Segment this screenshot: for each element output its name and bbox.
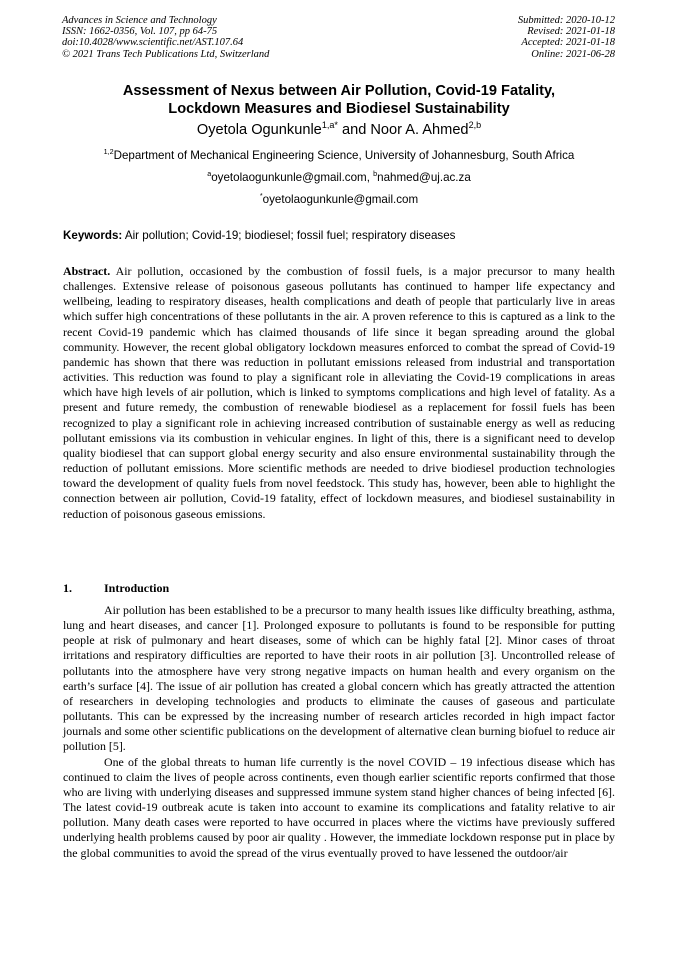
keywords-text: Air pollution; Covid-19; biodiesel; fossil fuel; respiratory diseases (122, 229, 456, 242)
paper-title (40, 83, 638, 118)
author-2: Noor A. Ahmed (370, 122, 469, 138)
author-conjunction: and (337, 122, 371, 138)
journal-header-left (62, 15, 269, 60)
author-1-affiliation-mark: 1,a* (321, 120, 338, 131)
keywords-label: Keywords: (63, 229, 123, 242)
email-a-mark: a (207, 169, 212, 179)
abstract-text: Air pollution, occasioned by the combustion of fossil fuels, is a major precursor to many health challenges. Extensive release of poisonous gaseous pollutants has continued to hamper life expectancy and wellbeing, leading to respiratory diseases, health complications and death of people that particularly live in areas which suffer high concentrations of these pollutants in the air. A proven reference to this is captured as a link to the recent Covid-19 pandemic which has claimed thousands of life since it began spreading around the global community. However, the recent global obligatory lockdown measures enforced to combat the spread of Covid-19 pandemic has shown that there was reduction in pollutant emissions released from industrial and transportation activities. This reduction was found to play a significant role in alleviating the Covid-19 complications in areas which have high levels of air pollution, which is linked to symptoms complications and high level of fatality. As a present and future remedy, the combustion of renewable biodiesel as a replacement for fossil fuels has been recognized to play a significant role in achieving increased contribution of sustainable energy as well as reducing pollutant emissions via its combustion in vehicular engines. In light of this, there is a significant need to develop quality biodiesel that can support global energy security and also ensure environmental sustainability through the reduction of pollutant emissions. More scientific methods are needed to drive biodiesel production technologies toward the development of quality fuels from novel feedstock. This study has, however, been able to highlight the connection between air pollution, Covid-19 fatality, effect of lockdown measures, and biodiesel sustainability in reduction of poisonous gaseous emissions. (63, 264, 615, 521)
journal-copyright: © 2021 Trans Tech Publications Ltd, Switzerland (62, 48, 270, 60)
corresponding-email: oyetolaogunkunle@gmail.com (262, 193, 419, 206)
affiliation (20, 149, 658, 163)
author-list (40, 121, 638, 139)
paper-title-line-1: Assessment of Nexus between Air Pollution, Covid-19 Fatality, (122, 83, 556, 99)
date-accepted: Accepted: 2021-01-18 (521, 37, 615, 49)
introduction-body (63, 603, 615, 861)
corresponding-author-email (40, 193, 638, 207)
keywords (63, 229, 623, 243)
paper-title-line-2: Lockdown Measures and Biodiesel Sustainability (168, 100, 510, 117)
affiliation-mark: 1,2 (103, 147, 114, 157)
journal-doi: doi:10.4028/www.scientific.net/AST.107.64 (62, 37, 244, 49)
section-title: Introduction (104, 581, 170, 595)
body-paragraph: One of the global threats to human life currently is the novel COVID – 19 infectious disease which has continued to claim the lives of people across continents, even though earlier scientific reports confirmed that those who are living with underlying diseases and suppressed immune system stand higher chances of being infected [6]. The latest covid-19 outbreak acute is taken into account to examine its complications and fatality relative to air pollution. Many death cases were reported to have occurred in places where the victims have previously suffered underlying health problems caused by poor air quality . However, the immediate lockdown response put in place by the global communities to avoid the spread of the virus eventually proved to have lessened the outdoor/air (63, 754, 615, 860)
section-heading-introduction (63, 581, 169, 596)
date-submitted: Submitted: 2020-10-12 (517, 15, 615, 26)
author-2-affiliation-mark: 2,b (468, 120, 482, 131)
journal-issn: ISSN: 1662-0356, Vol. 107, pp 64-75 (62, 26, 218, 38)
journal-name: Advances in Science and Technology (62, 15, 217, 26)
author-emails (40, 171, 638, 185)
email-a: oyetolaogunkunle@gmail.com, (211, 171, 374, 184)
abstract (63, 264, 615, 522)
section-number: 1. (63, 581, 72, 595)
date-online: Online: 2021-06-28 (531, 48, 615, 60)
abstract-label: Abstract. (63, 264, 111, 278)
email-b-mark: b (373, 169, 378, 179)
author-1: Oyetola Ogunkunle (196, 122, 322, 138)
corresponding-mark: * (259, 191, 263, 201)
email-b: nahmed@uj.ac.za (377, 171, 471, 184)
affiliation-text: Department of Mechanical Engineering Science, University of Johannesburg, South Africa (113, 149, 575, 162)
journal-header-right (518, 15, 615, 60)
date-revised: Revised: 2021-01-18 (527, 26, 615, 38)
body-paragraph: Air pollution has been established to be a precursor to many health issues like difficulty breathing, asthma, lung and heart diseases, and cancer [1]. Prolonged exposure to pollutants is found to be responsible for putting people at risk of pulmonary and heart diseases, some of which can be highly fatal [2]. Minor cases of throat irritations and respiratory difficulties are reported to have their roots in air pollution [3]. Uncontrolled release of pollutants into the atmosphere have very strong negative impacts on human health and every organism on the earth’s surface [4]. The issue of air pollution has created a global concern which has greatly attracted the attention of researchers in developing technologies and products to eliminate the causes of gaseous and particulate pollutants. This can be expressed by the increasing number of research articles recorded in high impact factor journals and some other scientific publications on the development of alternative clean burning biofuel to reduce air pollution [5]. (63, 603, 615, 754)
